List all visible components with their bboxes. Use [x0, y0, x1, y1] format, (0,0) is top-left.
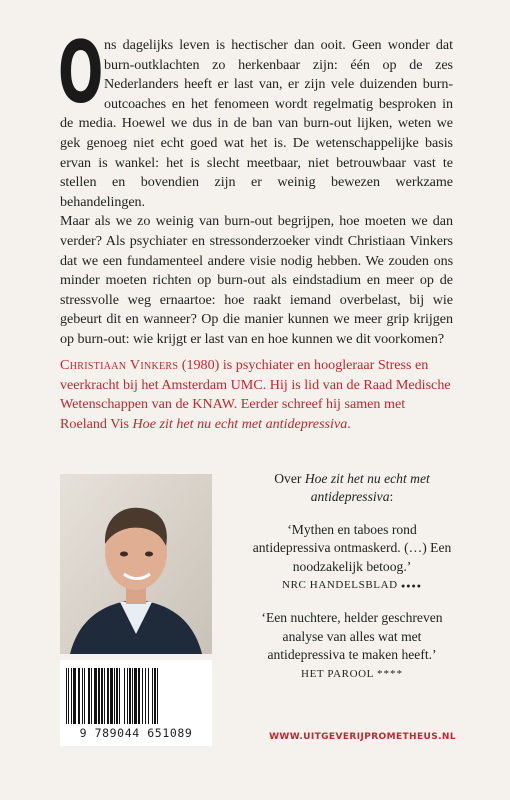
review-1-source-name: NRC HANDELSBLAD	[282, 579, 398, 592]
review-2-text: ‘Een nuchtere, helder geschreven analyse van alles wat met antidepressiva te maken heeft.’	[261, 610, 443, 663]
isbn-number: 9 789044 651089	[79, 726, 193, 740]
review-1-rating: ●●●●	[401, 582, 422, 591]
author-bio-text: (1980) is psychiater en hoogleraar Stress en veerkracht bij het Amsterdam UMC. Hij is lid van de Raad Medische Wetenschappen van de KNAW. Eerder schreef hij samen met Roeland Vis	[60, 357, 451, 432]
blurb-text-1: ns dagelijks leven is hectischer dan ooit. Geen wonder dat burn-outklachten zo herkenbaar zijn: één op de zes Nederlanders heeft er last van, er zijn vele duizenden burn-outcoaches en het fenomeen wordt regelmatig besproken in de media. Hoewel we dus in de ban van burn-out lijken, weten we gek genoeg niet echt goed wat het is. De wetenschappelijke basis ervan is wankel: het is slecht meetbaar, niet betrouwbaar vast te stellen en bovendien zijn er weinig bewezen werkzame behandelingen.	[60, 37, 453, 210]
review-1	[252, 521, 452, 596]
quotes-intro	[252, 470, 452, 507]
author-bio	[60, 356, 453, 434]
author-name: Christiaan Vinkers	[60, 357, 179, 373]
review-2-source-name: HET PAROOL	[301, 667, 374, 680]
author-photo	[60, 474, 212, 654]
barcode-bar	[158, 668, 159, 724]
review-1-text: ‘Mythen en taboes rond antidepressiva ontmaskerd. (…) Een noodzakelijk betoog.’	[252, 521, 452, 574]
publisher-url: WWW.UITGEVERIJPROMETHEUS.NL	[269, 732, 456, 742]
blurb-paragraph-2: Maar als we zo weinig van burn-out begrijpen, hoe moeten we dan verder? Als psychiater en stressonderzoeker vindt Christiaan Vinkers dat we een fundamenteel andere visie nodig hebben. We zouden ons minder moeten richten op burn-out als eindstadium en meer op de stressvolle weg ernaartoe: hoe raakt iemand overbelast, bij wie gebeurt dit en wanneer? Op die manier kunnen we meer grip krijgen op burn-out: wie krijgt er last van en hoe kunnen we dit voorkomen?	[60, 213, 453, 347]
blurb-paragraph-1	[58, 23, 453, 212]
back-cover-blurb	[58, 23, 453, 350]
author-bio-end: .	[347, 415, 351, 432]
quotes-intro-suffix: :	[389, 489, 394, 505]
review-2	[252, 609, 452, 683]
author-portrait-icon	[60, 474, 212, 654]
isbn-barcode	[60, 660, 212, 746]
review-2-source	[252, 665, 452, 683]
quotes-intro-prefix: Over	[274, 471, 305, 486]
review-2-rating: ****	[376, 667, 403, 680]
review-quotes	[252, 470, 452, 692]
barcode-bars	[66, 668, 206, 724]
review-1-source	[252, 576, 452, 595]
drop-cap: O	[58, 23, 103, 123]
quotes-intro-title: Hoe zit het nu echt met antidepressiva	[304, 471, 430, 505]
previous-book-title: Hoe zit het nu echt met antidepressiva	[132, 415, 348, 432]
